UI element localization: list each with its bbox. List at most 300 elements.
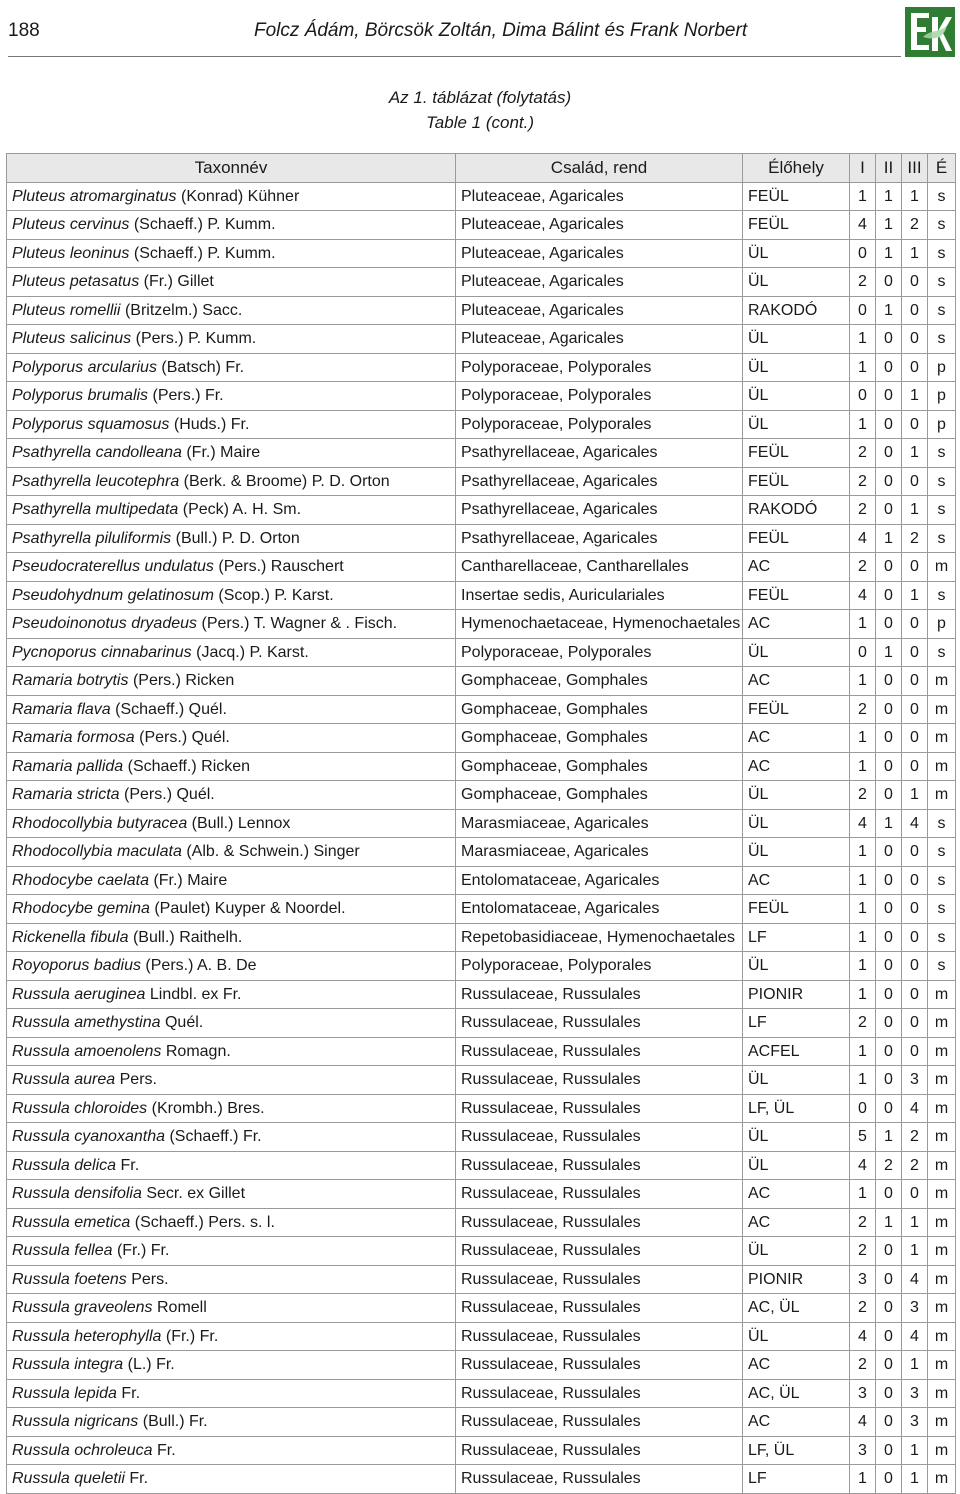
taxon-name: Royoporus badius	[12, 957, 141, 975]
cell-family: Russulaceae, Russulales	[456, 1123, 743, 1152]
cell-family: Gomphaceae, Gomphales	[456, 695, 743, 724]
cell-i: 1	[850, 667, 876, 696]
cell-family: Russulaceae, Russulales	[456, 1237, 743, 1266]
cell-ii: 0	[876, 410, 902, 439]
cell-taxon	[7, 781, 456, 810]
cell-iii: 0	[902, 1037, 928, 1066]
cell-habitat: LF, ÜL	[743, 1094, 850, 1123]
cell-ii: 0	[876, 952, 902, 981]
taxon-author: Quél.	[164, 1014, 204, 1032]
column-header-habitat: Élőhely	[743, 154, 850, 183]
taxon-name: Ramaria pallida	[12, 757, 124, 775]
cell-family: Russulaceae, Russulales	[456, 1379, 743, 1408]
cell-i: 2	[850, 781, 876, 810]
taxon-author: (Pers.) Fr.	[152, 387, 224, 405]
cell-ii: 0	[876, 1436, 902, 1465]
table-row	[7, 1151, 956, 1180]
table-row	[7, 410, 956, 439]
cell-iii: 2	[902, 1151, 928, 1180]
cell-taxon	[7, 1151, 456, 1180]
cell-habitat: LF	[743, 923, 850, 952]
table-row	[7, 952, 956, 981]
cell-e: m	[928, 980, 956, 1009]
cell-e: s	[928, 182, 956, 211]
taxon-name: Polyporus arcularius	[12, 358, 157, 376]
cell-taxon	[7, 1322, 456, 1351]
cell-i: 0	[850, 1094, 876, 1123]
cell-habitat: ÜL	[743, 239, 850, 268]
cell-iii: 0	[902, 952, 928, 981]
cell-habitat: ÜL	[743, 353, 850, 382]
table-row	[7, 325, 956, 354]
taxon-author: (L.) Fr.	[127, 1356, 175, 1374]
taxon-author: Pers.	[119, 1071, 157, 1089]
taxon-name: Russula aeruginea	[12, 985, 146, 1003]
cell-i: 1	[850, 866, 876, 895]
table-row	[7, 809, 956, 838]
table-row	[7, 724, 956, 753]
cell-e: m	[928, 695, 956, 724]
table-body	[7, 182, 956, 1493]
cell-i: 1	[850, 610, 876, 639]
cell-taxon	[7, 1009, 456, 1038]
table-row	[7, 667, 956, 696]
cell-iii: 1	[902, 496, 928, 525]
cell-taxon	[7, 182, 456, 211]
table-row	[7, 1180, 956, 1209]
taxon-author: Romell	[156, 1299, 207, 1317]
cell-i: 1	[850, 838, 876, 867]
taxon-author: (Schaeff.) P. Kumm.	[133, 216, 276, 234]
taxon-name: Russula graveolens	[12, 1299, 153, 1317]
cell-ii: 0	[876, 325, 902, 354]
table-row	[7, 467, 956, 496]
taxon-name: Polyporus squamosus	[12, 415, 170, 433]
cell-family: Gomphaceae, Gomphales	[456, 752, 743, 781]
cell-iii: 1	[902, 1237, 928, 1266]
cell-i: 4	[850, 1151, 876, 1180]
cell-family: Russulaceae, Russulales	[456, 1408, 743, 1437]
cell-habitat: ÜL	[743, 268, 850, 297]
cell-family: Gomphaceae, Gomphales	[456, 781, 743, 810]
cell-habitat: FEÜL	[743, 211, 850, 240]
cell-taxon	[7, 1294, 456, 1323]
species-table	[6, 153, 956, 1494]
cell-family: Entolomataceae, Agaricales	[456, 895, 743, 924]
cell-ii: 0	[876, 980, 902, 1009]
cell-e: s	[928, 838, 956, 867]
cell-iii: 4	[902, 1322, 928, 1351]
taxon-name: Pluteus salicinus	[12, 330, 132, 348]
cell-ii: 0	[876, 1351, 902, 1380]
cell-taxon	[7, 1208, 456, 1237]
cell-e: s	[928, 524, 956, 553]
cell-ii: 0	[876, 1009, 902, 1038]
cell-family: Russulaceae, Russulales	[456, 1265, 743, 1294]
cell-habitat: AC	[743, 667, 850, 696]
cell-e: m	[928, 1180, 956, 1209]
cell-iii: 1	[902, 239, 928, 268]
taxon-name: Russula cyanoxantha	[12, 1128, 165, 1146]
cell-family: Psathyrellaceae, Agaricales	[456, 439, 743, 468]
cell-family: Russulaceae, Russulales	[456, 1436, 743, 1465]
cell-habitat: AC	[743, 1208, 850, 1237]
taxon-author: (Berk. & Broome) P. D. Orton	[183, 472, 390, 490]
cell-i: 0	[850, 382, 876, 411]
cell-taxon	[7, 610, 456, 639]
taxon-author: (Schaeff.) Fr.	[169, 1128, 262, 1146]
cell-ii: 1	[876, 239, 902, 268]
cell-e: p	[928, 610, 956, 639]
cell-ii: 0	[876, 1294, 902, 1323]
table-row	[7, 838, 956, 867]
taxon-name: Russula densifolia	[12, 1185, 142, 1203]
table-row	[7, 1379, 956, 1408]
taxon-author: (Peck) A. H. Sm.	[182, 501, 302, 519]
table-row	[7, 1123, 956, 1152]
cell-family: Russulaceae, Russulales	[456, 1066, 743, 1095]
cell-family: Pluteaceae, Agaricales	[456, 239, 743, 268]
cell-habitat: AC, ÜL	[743, 1294, 850, 1323]
cell-iii: 1	[902, 382, 928, 411]
cell-i: 4	[850, 524, 876, 553]
cell-ii: 0	[876, 496, 902, 525]
cell-i: 1	[850, 1037, 876, 1066]
cell-i: 3	[850, 1436, 876, 1465]
cell-iii: 0	[902, 1009, 928, 1038]
cell-iii: 1	[902, 581, 928, 610]
cell-iii: 0	[902, 838, 928, 867]
cell-habitat: ÜL	[743, 638, 850, 667]
cell-family: Cantharellaceae, Cantharellales	[456, 553, 743, 582]
cell-iii: 3	[902, 1066, 928, 1095]
cell-e: s	[928, 325, 956, 354]
table-row	[7, 1436, 956, 1465]
cell-family: Polyporaceae, Polyporales	[456, 410, 743, 439]
cell-i: 1	[850, 980, 876, 1009]
table-row	[7, 524, 956, 553]
cell-ii: 0	[876, 1237, 902, 1266]
cell-iii: 0	[902, 923, 928, 952]
cell-iii: 1	[902, 1436, 928, 1465]
cell-taxon	[7, 1351, 456, 1380]
table-row	[7, 1265, 956, 1294]
cell-ii: 1	[876, 1123, 902, 1152]
column-header-iii: III	[902, 154, 928, 183]
cell-taxon	[7, 1265, 456, 1294]
cell-e: s	[928, 895, 956, 924]
cell-family: Russulaceae, Russulales	[456, 1180, 743, 1209]
taxon-author: (Schaeff.) Ricken	[127, 757, 251, 775]
table-row	[7, 239, 956, 268]
taxon-name: Rhodocybe caelata	[12, 871, 149, 889]
taxon-name: Psathyrella piluliformis	[12, 529, 172, 547]
cell-taxon	[7, 1066, 456, 1095]
cell-family: Entolomataceae, Agaricales	[456, 866, 743, 895]
table-row	[7, 1037, 956, 1066]
cell-taxon	[7, 809, 456, 838]
taxon-name: Russula emetica	[12, 1213, 131, 1231]
taxon-author: (Pers.) P. Kumm.	[135, 330, 257, 348]
cell-habitat: FEÜL	[743, 895, 850, 924]
cell-e: s	[928, 439, 956, 468]
cell-e: s	[928, 581, 956, 610]
taxon-name: Pseudohydnum gelatinosum	[12, 586, 214, 604]
table-row	[7, 581, 956, 610]
cell-habitat: FEÜL	[743, 182, 850, 211]
taxon-author: (Scop.) P. Karst.	[218, 586, 334, 604]
cell-ii: 0	[876, 353, 902, 382]
table-row	[7, 610, 956, 639]
cell-e: s	[928, 296, 956, 325]
cell-habitat: ÜL	[743, 1151, 850, 1180]
cell-i: 3	[850, 1265, 876, 1294]
taxon-author: Pers.	[131, 1270, 169, 1288]
taxon-name: Psathyrella multipedata	[12, 501, 179, 519]
cell-taxon	[7, 239, 456, 268]
taxon-name: Ramaria stricta	[12, 786, 120, 804]
taxon-author: (Konrad) Kühner	[180, 187, 300, 205]
cell-habitat: ÜL	[743, 1066, 850, 1095]
cell-family: Polyporaceae, Polyporales	[456, 353, 743, 382]
cell-taxon	[7, 1408, 456, 1437]
cell-taxon	[7, 923, 456, 952]
table-row	[7, 1465, 956, 1494]
taxon-author: (Fr.) Maire	[153, 871, 228, 889]
cell-i: 0	[850, 239, 876, 268]
cell-e: m	[928, 1009, 956, 1038]
cell-ii: 0	[876, 268, 902, 297]
cell-habitat: ÜL	[743, 1237, 850, 1266]
cell-taxon	[7, 895, 456, 924]
cell-ii: 0	[876, 866, 902, 895]
cell-taxon	[7, 752, 456, 781]
cell-iii: 4	[902, 1265, 928, 1294]
table-row	[7, 1094, 956, 1123]
cell-family: Gomphaceae, Gomphales	[456, 667, 743, 696]
cell-habitat: AC, ÜL	[743, 1379, 850, 1408]
taxon-name: Russula fellea	[12, 1242, 113, 1260]
cell-e: m	[928, 1094, 956, 1123]
cell-family: Pluteaceae, Agaricales	[456, 325, 743, 354]
cell-ii: 0	[876, 1066, 902, 1095]
cell-family: Marasmiaceae, Agaricales	[456, 838, 743, 867]
taxon-name: Pluteus petasatus	[12, 273, 140, 291]
cell-iii: 0	[902, 553, 928, 582]
cell-i: 1	[850, 1180, 876, 1209]
cell-iii: 0	[902, 268, 928, 297]
cell-taxon	[7, 724, 456, 753]
cell-iii: 2	[902, 524, 928, 553]
table-row	[7, 553, 956, 582]
cell-e: p	[928, 382, 956, 411]
cell-i: 2	[850, 695, 876, 724]
table-row	[7, 211, 956, 240]
cell-i: 2	[850, 1351, 876, 1380]
cell-iii: 4	[902, 809, 928, 838]
cell-ii: 0	[876, 781, 902, 810]
cell-taxon	[7, 638, 456, 667]
taxon-name: Russula delica	[12, 1156, 117, 1174]
cell-taxon	[7, 1094, 456, 1123]
taxon-author: Fr.	[120, 1156, 140, 1174]
cell-family: Russulaceae, Russulales	[456, 1465, 743, 1494]
table-row	[7, 439, 956, 468]
taxon-author: Fr.	[121, 1384, 141, 1402]
cell-iii: 1	[902, 781, 928, 810]
cell-i: 4	[850, 581, 876, 610]
table-row	[7, 752, 956, 781]
cell-taxon	[7, 952, 456, 981]
cell-habitat: ÜL	[743, 410, 850, 439]
table-row	[7, 866, 956, 895]
cell-i: 2	[850, 1294, 876, 1323]
taxon-author: (Pers.) A. B. De	[145, 957, 257, 975]
table-row	[7, 980, 956, 1009]
cell-iii: 0	[902, 353, 928, 382]
cell-e: m	[928, 752, 956, 781]
cell-iii: 0	[902, 980, 928, 1009]
cell-e: m	[928, 1294, 956, 1323]
table-caption-en: Table 1 (cont.)	[425, 113, 535, 132]
table-header-row	[7, 154, 956, 183]
cell-family: Russulaceae, Russulales	[456, 1351, 743, 1380]
running-head-authors: Folcz Ádám, Börcsök Zoltán, Dima Bálint és Frank Norbert	[254, 20, 748, 41]
cell-iii: 0	[902, 695, 928, 724]
table-row	[7, 895, 956, 924]
table-row	[7, 382, 956, 411]
cell-taxon	[7, 439, 456, 468]
cell-iii: 0	[902, 410, 928, 439]
cell-ii: 1	[876, 211, 902, 240]
taxon-author: (Bull.) P. D. Orton	[175, 529, 300, 547]
cell-ii: 1	[876, 296, 902, 325]
taxon-name: Pseudocraterellus undulatus	[12, 558, 214, 576]
taxon-name: Rhodocybe gemina	[12, 900, 150, 918]
cell-habitat: ÜL	[743, 952, 850, 981]
cell-family: Pluteaceae, Agaricales	[456, 296, 743, 325]
cell-family: Pluteaceae, Agaricales	[456, 182, 743, 211]
cell-habitat: LF	[743, 1465, 850, 1494]
taxon-name: Russula lepida	[12, 1384, 117, 1402]
taxon-name: Rickenella fibula	[12, 928, 129, 946]
cell-e: s	[928, 923, 956, 952]
cell-habitat: AC	[743, 1180, 850, 1209]
taxon-author: (Fr.) Maire	[186, 444, 261, 462]
cell-i: 5	[850, 1123, 876, 1152]
taxon-author: (Huds.) Fr.	[173, 415, 250, 433]
table-row	[7, 1208, 956, 1237]
cell-habitat: ÜL	[743, 1322, 850, 1351]
cell-e: m	[928, 1208, 956, 1237]
cell-e: m	[928, 1379, 956, 1408]
taxon-name: Rhodocollybia maculata	[12, 843, 182, 861]
taxon-name: Russula amethystina	[12, 1014, 161, 1032]
cell-habitat: ÜL	[743, 809, 850, 838]
table-row	[7, 182, 956, 211]
cell-iii: 0	[902, 638, 928, 667]
cell-ii: 0	[876, 695, 902, 724]
cell-ii: 0	[876, 1094, 902, 1123]
cell-family: Russulaceae, Russulales	[456, 1094, 743, 1123]
cell-taxon	[7, 1037, 456, 1066]
cell-e: s	[928, 268, 956, 297]
cell-family: Insertae sedis, Auriculariales	[456, 581, 743, 610]
cell-habitat: ÜL	[743, 382, 850, 411]
taxon-author: (Schaeff.) Quél.	[115, 700, 227, 718]
cell-habitat: AC	[743, 866, 850, 895]
cell-ii: 0	[876, 1265, 902, 1294]
table-row	[7, 781, 956, 810]
cell-iii: 0	[902, 467, 928, 496]
cell-iii: 1	[902, 1465, 928, 1494]
cell-i: 1	[850, 353, 876, 382]
cell-family: Polyporaceae, Polyporales	[456, 382, 743, 411]
taxon-name: Russula aurea	[12, 1071, 116, 1089]
cell-e: m	[928, 724, 956, 753]
cell-family: Russulaceae, Russulales	[456, 1322, 743, 1351]
cell-family: Marasmiaceae, Agaricales	[456, 809, 743, 838]
cell-i: 1	[850, 325, 876, 354]
table-row	[7, 923, 956, 952]
cell-e: m	[928, 1436, 956, 1465]
cell-taxon	[7, 496, 456, 525]
table-row	[7, 1408, 956, 1437]
taxon-name: Ramaria flava	[12, 700, 111, 718]
column-header-i: I	[850, 154, 876, 183]
cell-taxon	[7, 382, 456, 411]
cell-taxon	[7, 1237, 456, 1266]
cell-taxon	[7, 268, 456, 297]
cell-taxon	[7, 553, 456, 582]
cell-i: 1	[850, 1066, 876, 1095]
cell-habitat: AC	[743, 724, 850, 753]
cell-ii: 1	[876, 1208, 902, 1237]
cell-taxon	[7, 296, 456, 325]
taxon-name: Pycnoporus cinnabarinus	[12, 643, 192, 661]
table-caption-hu: Az 1. táblázat (folytatás)	[388, 88, 572, 107]
taxon-author: (Alb. & Schwein.) Singer	[186, 843, 360, 861]
table-row	[7, 695, 956, 724]
taxon-author: (Pers.) T. Wagner & . Fisch.	[201, 615, 398, 633]
cell-taxon	[7, 1465, 456, 1494]
table-row	[7, 1294, 956, 1323]
cell-ii: 0	[876, 1037, 902, 1066]
cell-family: Pluteaceae, Agaricales	[456, 211, 743, 240]
taxon-name: Russula heterophylla	[12, 1327, 162, 1345]
cell-ii: 0	[876, 1379, 902, 1408]
cell-i: 1	[850, 952, 876, 981]
cell-iii: 1	[902, 182, 928, 211]
cell-ii: 0	[876, 895, 902, 924]
cell-taxon	[7, 1379, 456, 1408]
taxon-author: (Pers.) Quél.	[139, 729, 230, 747]
taxon-name: Russula integra	[12, 1356, 124, 1374]
cell-ii: 0	[876, 467, 902, 496]
cell-family: Russulaceae, Russulales	[456, 1009, 743, 1038]
cell-e: s	[928, 496, 956, 525]
taxon-name: Russula ochroleuca	[12, 1441, 153, 1459]
taxon-author: (Bull.) Fr.	[142, 1413, 208, 1431]
cell-family: Russulaceae, Russulales	[456, 980, 743, 1009]
taxon-author: (Jacq.) P. Karst.	[196, 643, 309, 661]
cell-taxon	[7, 1123, 456, 1152]
table-row	[7, 638, 956, 667]
cell-e: m	[928, 1237, 956, 1266]
cell-habitat: FEÜL	[743, 695, 850, 724]
cell-i: 1	[850, 182, 876, 211]
cell-iii: 0	[902, 895, 928, 924]
